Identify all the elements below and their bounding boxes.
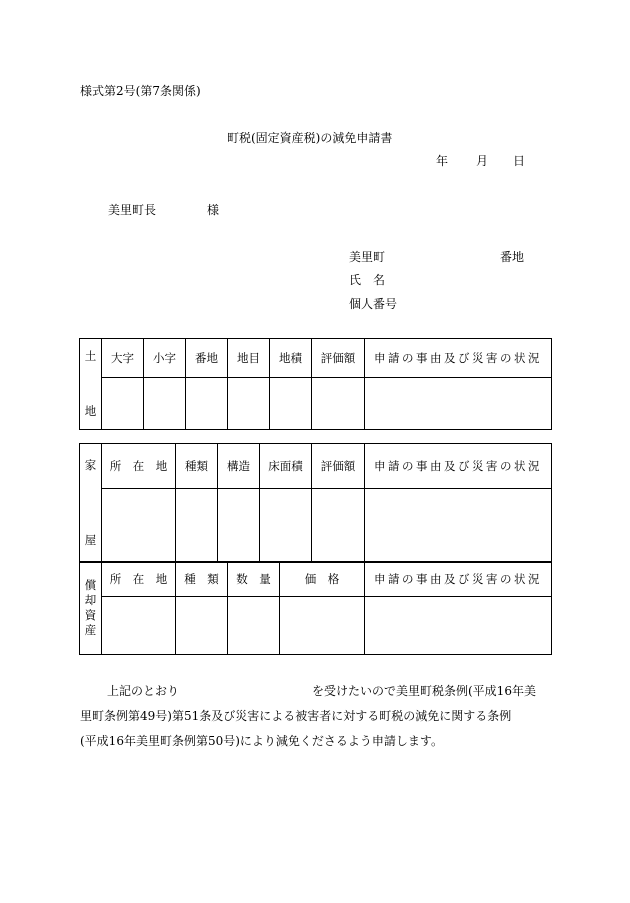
house-header-valuation: 評価額: [312, 444, 365, 489]
house-cell-reason[interactable]: [365, 488, 552, 562]
land-cell-reason[interactable]: [365, 378, 552, 430]
asset-header-location: 所 在 地: [102, 562, 176, 597]
house-cell-structure[interactable]: [218, 488, 260, 562]
house-header-location: 所 在 地: [102, 444, 176, 489]
asset-header-reason: 申請の事由及び災害の状況: [365, 562, 552, 597]
date-month-label: 月: [476, 154, 489, 168]
land-header-oaza: 大字: [102, 339, 144, 378]
land-header-koaza: 小字: [144, 339, 186, 378]
asset-header-price: 価 格: [280, 562, 365, 597]
asset-cell-location[interactable]: [102, 597, 176, 655]
asset-side-label: 償 却 資 産: [80, 562, 102, 655]
asset-cell-quantity[interactable]: [228, 597, 280, 655]
land-cell-chimoku[interactable]: [228, 378, 270, 430]
land-cell-banchi[interactable]: [186, 378, 228, 430]
house-cell-type[interactable]: [176, 488, 218, 562]
asset-cell-price[interactable]: [280, 597, 365, 655]
asset-cell-type[interactable]: [176, 597, 228, 655]
land-cell-koaza[interactable]: [144, 378, 186, 430]
applicant-lot-label: 番地: [500, 250, 525, 264]
house-header-type: 種類: [176, 444, 218, 489]
statement-line2: 里町条例第49号)第51条及び災害による被害者に対する町税の減免に関する条例: [80, 709, 512, 723]
asset-header-type: 種 類: [176, 562, 228, 597]
applicant-town: 美里町: [349, 250, 386, 264]
land-header-chiseki: 地積: [270, 339, 312, 378]
house-cell-floor-area[interactable]: [260, 488, 312, 562]
house-cell-location[interactable]: [102, 488, 176, 562]
house-header-floor-area: 床面積: [260, 444, 312, 489]
applicant-name-label: 氏 名: [349, 273, 386, 287]
land-header-reason: 申請の事由及び災害の状況: [365, 339, 552, 378]
land-cell-valuation[interactable]: [312, 378, 365, 430]
statement-part2: を受けたいので美里町税条例(平成16年美: [312, 684, 536, 698]
form-title: 町税(固定資産税)の減免申請書: [227, 131, 393, 145]
statement-line3: (平成16年美里町条例第50号)により減免くださるよう申請します。: [80, 734, 443, 748]
land-header-valuation: 評価額: [312, 339, 365, 378]
land-table: [79, 338, 552, 430]
land-header-chimoku: 地目: [228, 339, 270, 378]
land-cell-oaza[interactable]: [102, 378, 144, 430]
asset-cell-reason[interactable]: [365, 597, 552, 655]
statement-part1: 上記のとおり: [107, 684, 180, 698]
land-cell-chiseki[interactable]: [270, 378, 312, 430]
addressee-honorific: 様: [207, 203, 220, 217]
addressee-name: 美里町長: [108, 203, 157, 217]
house-table: [79, 443, 552, 563]
house-header-reason: 申請の事由及び災害の状況: [365, 444, 552, 489]
form-number: 様式第2号(第7条関係): [80, 84, 201, 98]
house-cell-valuation[interactable]: [312, 488, 365, 562]
land-header-banchi: 番地: [186, 339, 228, 378]
date-year-label: 年: [436, 154, 449, 168]
house-header-structure: 構造: [218, 444, 260, 489]
land-side-label: 土 地: [80, 339, 102, 430]
house-side-label: 家 屋: [80, 444, 102, 563]
asset-header-quantity: 数 量: [228, 562, 280, 597]
asset-table: [79, 561, 552, 655]
date-day-label: 日: [513, 154, 526, 168]
applicant-id-label: 個人番号: [349, 297, 398, 311]
